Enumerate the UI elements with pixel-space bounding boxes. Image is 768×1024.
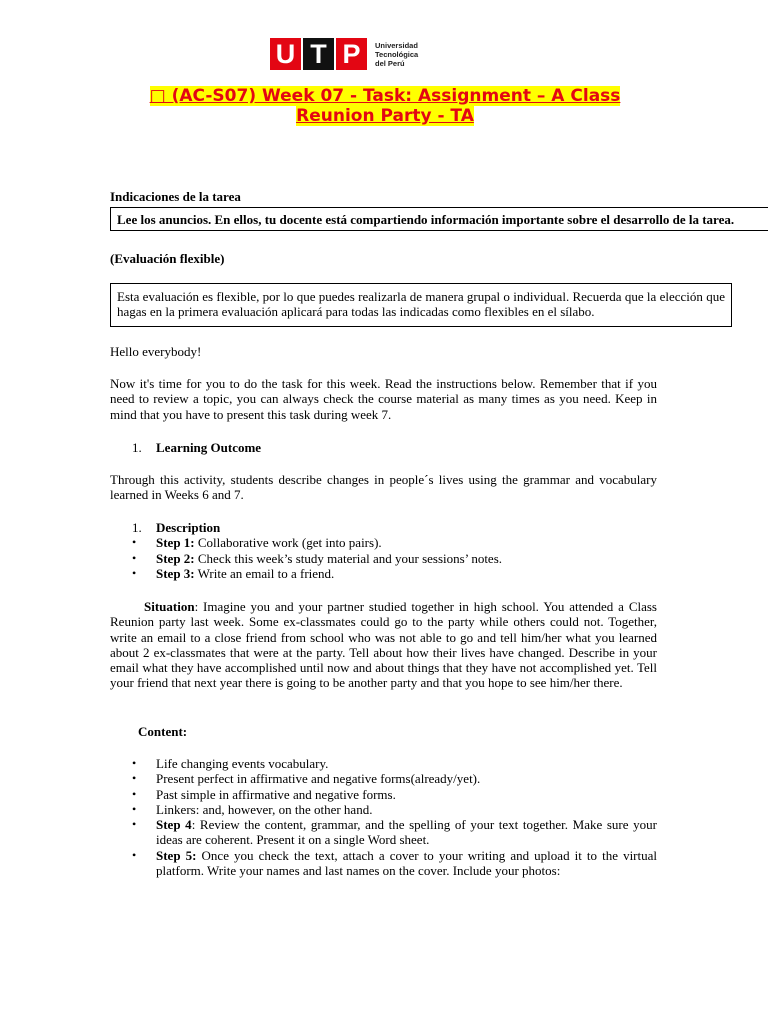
bullet-icon: • (132, 817, 137, 832)
intro-paragraph: Now it's time for you to do the task for this week. Read the instructions below. Remember that if you need to review a topic, you can always check the course material as many times as you need. Keep in mind that you have to present this task during week 7. (110, 376, 657, 422)
content-heading: Content: (138, 724, 188, 739)
learning-outcome-text: Through this activity, students describe changes in people´s lives using the grammar and vocabulary learned in Weeks 6 and 7. (110, 472, 657, 503)
utp-logo (270, 37, 418, 71)
content-list (110, 756, 657, 878)
situation-label: Situation (144, 599, 195, 614)
learning-outcome-item (110, 440, 657, 455)
bullet-icon: • (132, 756, 137, 770)
list-item: • Step 5: Once you check the text, attach a cover to your writing and upload it to the virtual platform. Write your names and last names on the cover. Include your photos: (132, 847, 657, 879)
bullet-icon: • (132, 771, 137, 786)
logo-letter-u: U (270, 38, 301, 70)
list-number: 1. (132, 440, 142, 455)
learning-outcome-heading: Learning Outcome (156, 440, 262, 455)
bullet-icon: • (132, 550, 137, 565)
list-number: 1. (132, 520, 142, 535)
bullet-icon: • (132, 535, 137, 550)
logo-letter-t: T (303, 38, 334, 70)
title-line-2: Reunion Party - TA (296, 106, 474, 126)
situation-paragraph: Situation: Imagine you and your partner studied together in high school. You attended a Class Reunion party last week. Some ex-classmates could go to the party while others could not. Together, write an email to a close friend from school who was not able to go and tell him/her what you learned about 2 ex-classmates that were at the party. Tell about how their lives have changed. Describe in your email what they have accomplished until now and about things that they have not accomplished yet. Tell your friend that next year there is going to be another party and that you hope to see him/her there. (110, 599, 657, 691)
list-item: • Past simple in affirmative and negative forms. (132, 786, 396, 802)
logo-university-name: Universidad Tecnológica del Perú (375, 40, 419, 68)
description-list (110, 520, 657, 581)
indicaciones-box: Lee los anuncios. En ellos, tu docente está compartiendo información importante sobre el desarrollo de la tarea. (110, 207, 768, 231)
page-title (130, 86, 640, 126)
bullet-icon: • (132, 786, 137, 801)
bullet-icon: • (132, 801, 137, 816)
list-item: • Step 2: Check this week’s study material and your sessions’ notes. (132, 550, 503, 566)
bullet-icon: • (132, 565, 137, 580)
list-item: • Linkers: and, however, on the other hand. (132, 801, 373, 817)
list-item: • Step 3: Write an email to a friend. (132, 565, 335, 581)
title-line-1: □ (AC-S07) Week 07 - Task: Assignment – A Class (149, 86, 621, 106)
list-item: • Step 4: Review the content, grammar, and the spelling of your text together. Make sure your ideas are coherent. Present it on a single Word sheet. (132, 817, 657, 848)
description-heading: Description (156, 520, 221, 535)
bullet-icon: • (132, 847, 137, 862)
list-item: • Step 1: Collaborative work (get into pairs). (132, 535, 382, 551)
list-item (110, 520, 657, 535)
list-item: • Present perfect in affirmative and negative forms(already/yet). (132, 771, 481, 787)
evaluacion-heading: (Evaluación flexible) (110, 251, 225, 266)
greeting: Hello everybody! (110, 344, 202, 359)
list-item: • Life changing events vocabulary. (132, 756, 329, 771)
logo-letter-p: P (336, 38, 367, 70)
indicaciones-heading: Indicaciones de la tarea (110, 189, 241, 204)
evaluacion-box: Esta evaluación es flexible, por lo que puedes realizarla de manera grupal o individual. Recuerda que la elección que hagas en la primera evaluación aplicará para todas las indicadas como flexibles en el sílabo. (110, 283, 732, 327)
